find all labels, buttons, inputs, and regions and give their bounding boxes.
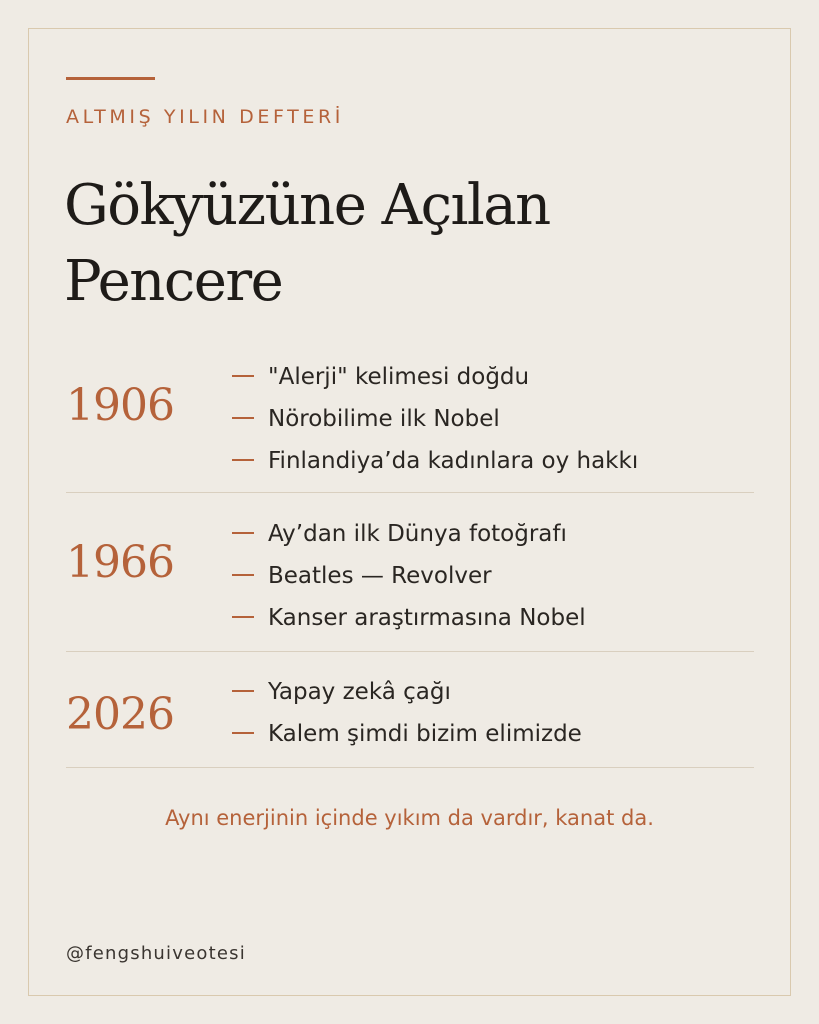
- section-divider: [66, 492, 754, 493]
- dash-icon: [232, 532, 254, 534]
- list-item: Yapay zekâ çağı: [232, 671, 582, 713]
- event-list: [232, 513, 586, 639]
- dash-icon: [232, 459, 254, 461]
- event-list: [232, 356, 638, 482]
- closing-quote: Aynı enerjinin içinde yıkım da vardır, kanat da.: [165, 806, 654, 830]
- accent-bar: [66, 77, 155, 80]
- section-divider: [66, 767, 754, 768]
- dash-icon: [232, 732, 254, 734]
- dash-icon: [232, 375, 254, 377]
- eyebrow-label: ALTMIŞ YILIN DEFTERİ: [66, 106, 344, 128]
- page-title: Gökyüzüne Açılan Pencere: [64, 173, 550, 314]
- event-list: [232, 671, 582, 755]
- dash-icon: [232, 574, 254, 576]
- list-item: Beatles — Revolver: [232, 555, 586, 597]
- list-item: Ay’dan ilk Dünya fotoğrafı: [232, 513, 586, 555]
- list-item: "Alerji" kelimesi doğdu: [232, 356, 638, 398]
- year-label: 1966: [66, 537, 174, 588]
- dash-icon: [232, 417, 254, 419]
- year-label: 1906: [66, 380, 174, 431]
- section-divider: [66, 651, 754, 652]
- list-item: Finlandiya’da kadınlara oy hakkı: [232, 440, 638, 482]
- list-item: Nörobilime ilk Nobel: [232, 398, 638, 440]
- list-item: Kalem şimdi bizim elimizde: [232, 713, 582, 755]
- social-handle: @fengshuiveotesi: [66, 943, 246, 964]
- list-item: Kanser araştırmasına Nobel: [232, 597, 586, 639]
- year-label: 2026: [66, 689, 174, 740]
- dash-icon: [232, 690, 254, 692]
- dash-icon: [232, 616, 254, 618]
